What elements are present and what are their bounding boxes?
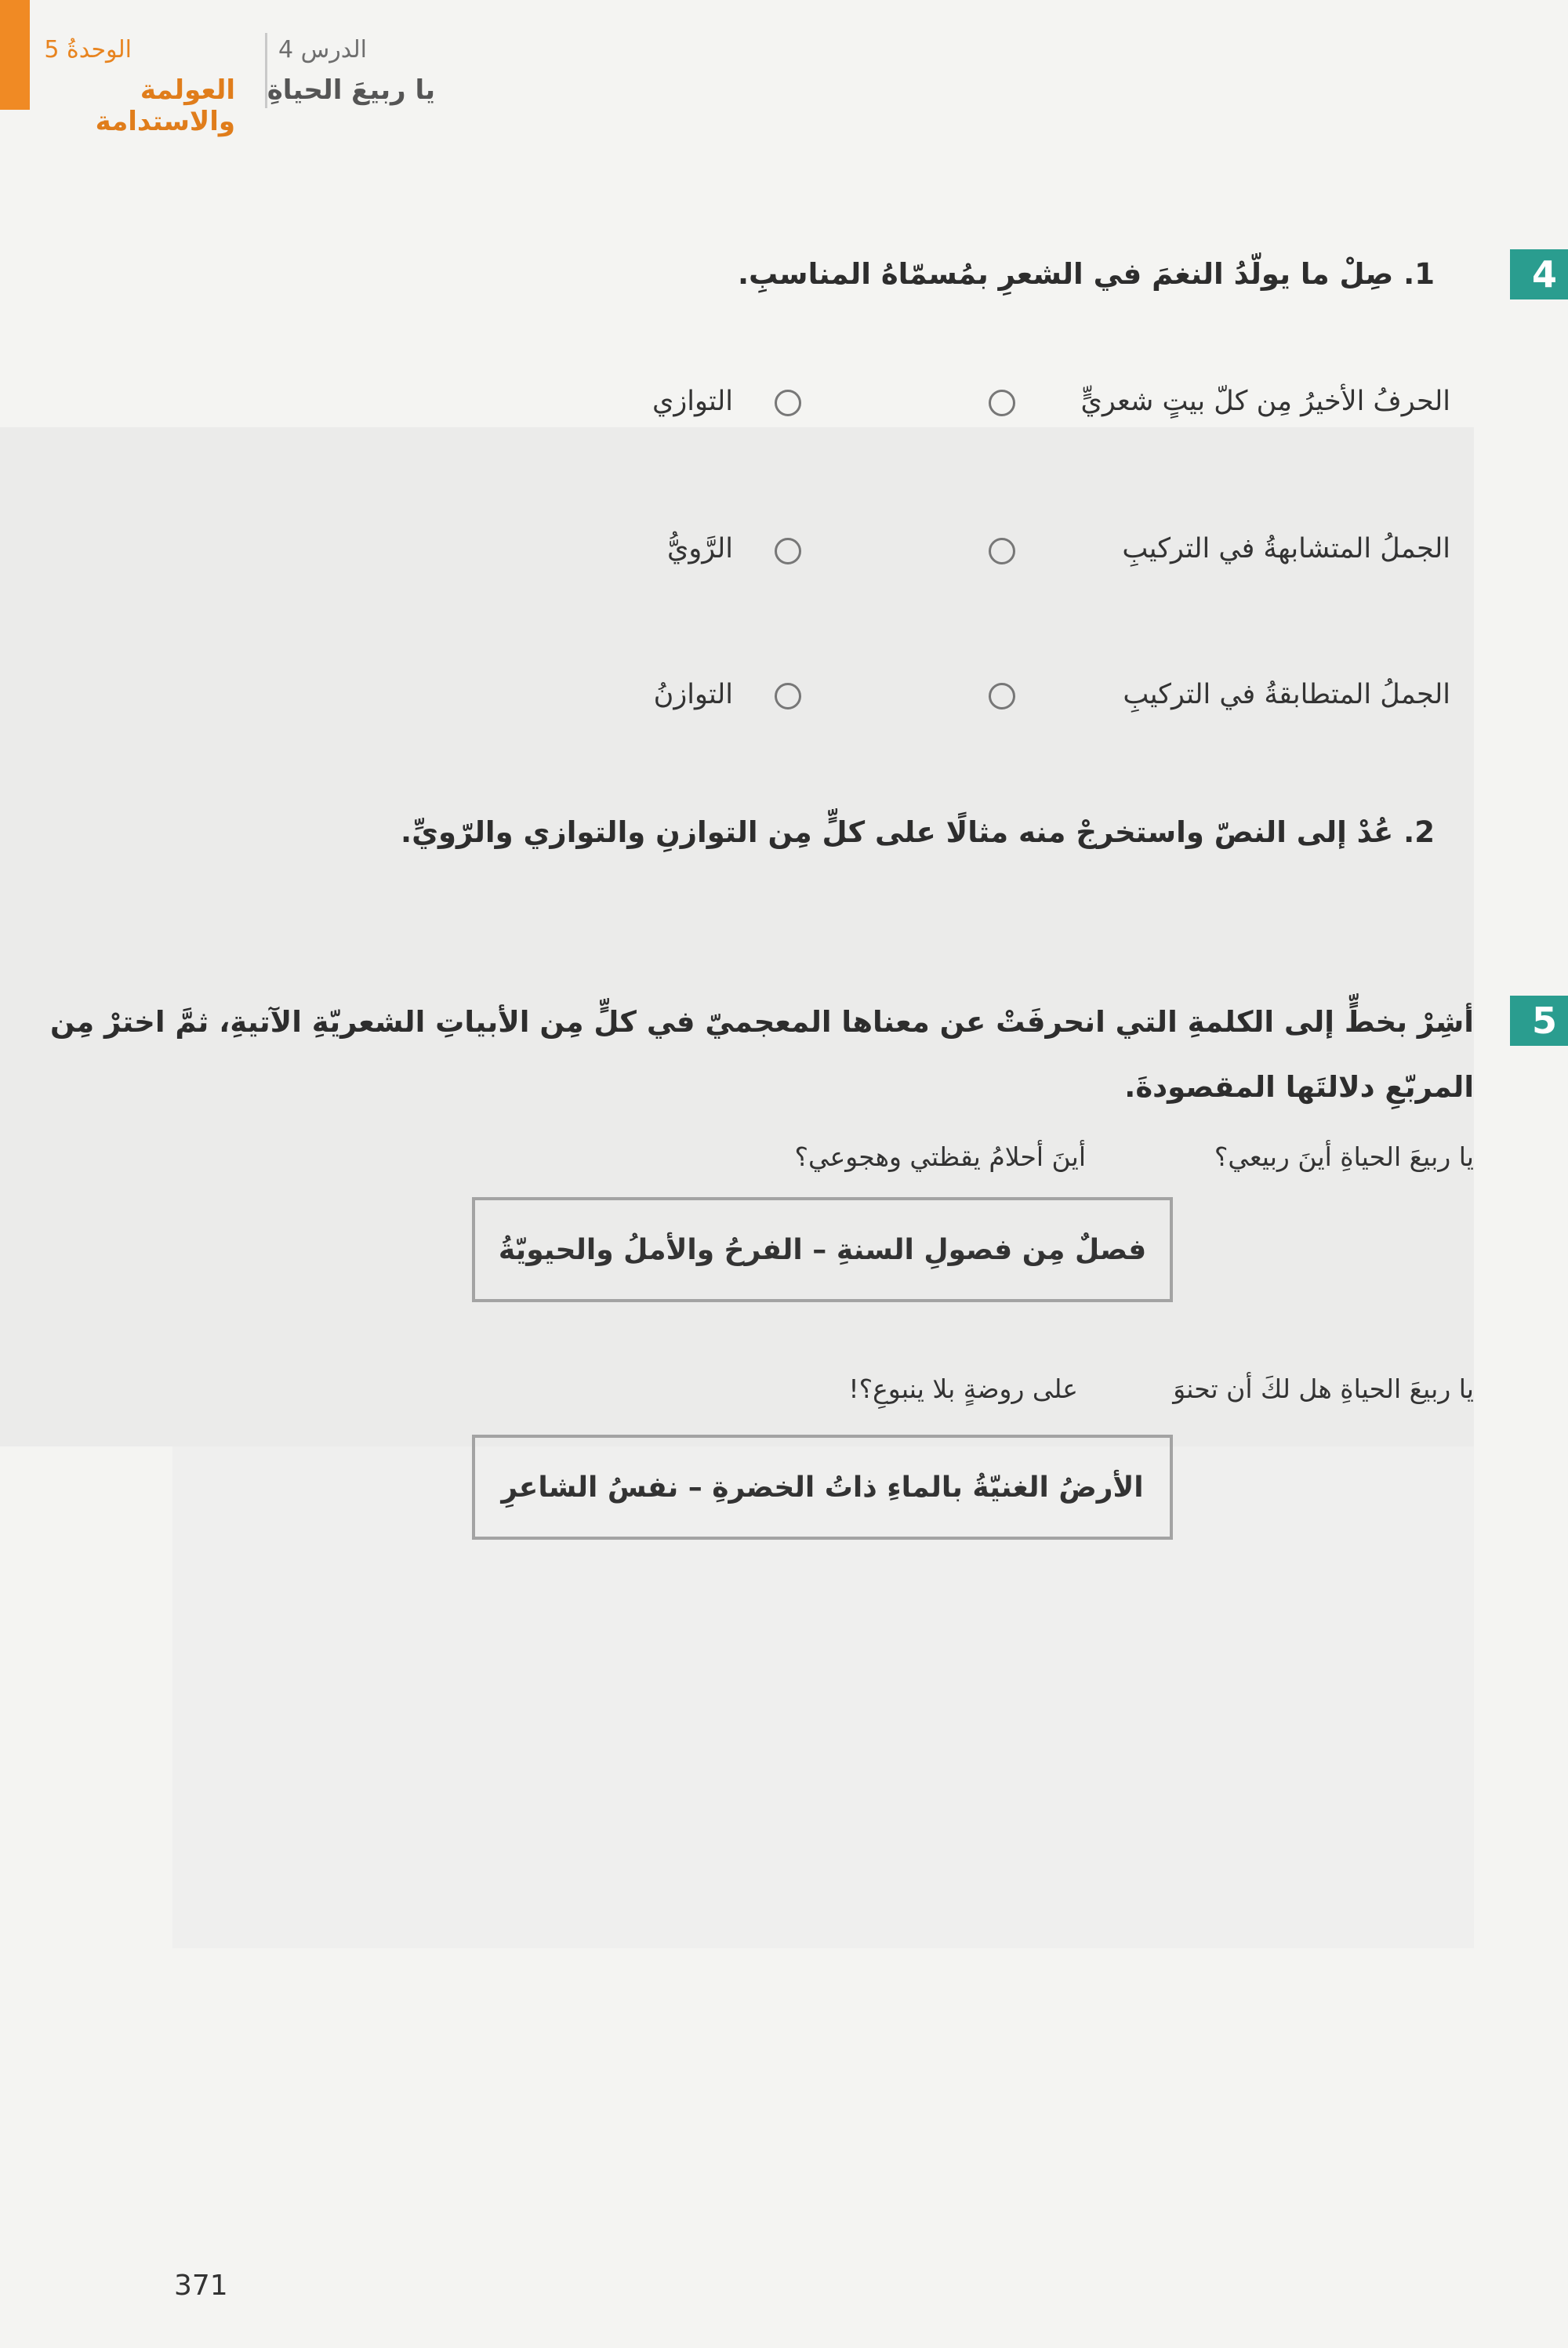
verse-2-second-hemistich: على روضةٍ بلا ينبوعِ؟! — [848, 1374, 1078, 1404]
activity-5-instruction-line2: المربّعِ دلالتَها المقصودةَ. — [1124, 1070, 1474, 1104]
match-dot-left-1[interactable] — [989, 390, 1015, 416]
match-item-left-3: الجملُ المتطابقةُ في التركيبِ — [1123, 679, 1450, 710]
unit-title: العولمة والاستدامة — [95, 74, 235, 137]
match-item-right-3: التوازنُ — [653, 679, 733, 710]
question-2-label: 2. عُدْ إلى النصّ واستخرجْ منه مثالًا على كلٍّ مِن التوازنِ والتوازي والرّويِّ. — [401, 815, 1435, 849]
verse-2-first-hemistich: يا ربيعَ الحياةِ هل لكَ أن تحنوَ — [1173, 1374, 1474, 1404]
lesson-number: الدرس 4 — [278, 36, 367, 64]
match-dot-right-3[interactable] — [775, 683, 801, 709]
activity-5-badge: 5 — [1510, 996, 1568, 1046]
unit-number: الوحدةُ 5 — [44, 36, 132, 64]
meaning-box-1-text: فصلٌ مِن فصولِ السنةِ – الفرحُ والأملُ والحيويّةُ — [498, 1233, 1147, 1266]
match-dot-right-2[interactable] — [775, 538, 801, 564]
match-item-left-1: الحرفُ الأخيرُ مِن كلّ بيتٍ شعريٍّ — [1080, 386, 1450, 417]
lesson-title: يا ربيعَ الحياةِ — [267, 74, 435, 106]
page-number: 371 — [174, 2270, 228, 2302]
match-dot-right-1[interactable] — [775, 390, 801, 416]
meaning-box-2-text: الأرضُ الغنيّةُ بالماءِ ذاتُ الخضرةِ – نفسُ الشاعرِ — [501, 1471, 1144, 1504]
verse-1-second-hemistich: أينَ أحلامُ يقظتي وهجوعي؟ — [794, 1141, 1086, 1172]
match-dot-left-2[interactable] — [989, 538, 1015, 564]
activity-5-instruction-line1: أشِرْ بخطٍّ إلى الكلمةِ التي انحرفَتْ عن معناها المعجميّ في كلٍّ مِن الأبياتِ الشعريّةِ الآتيةِ، ثمَّ اخترْ مِن — [49, 1005, 1474, 1039]
meaning-box-1 — [472, 1197, 1173, 1302]
match-item-left-2: الجملُ المتشابهةُ في التركيبِ — [1122, 533, 1450, 564]
meaning-box-2 — [472, 1435, 1173, 1540]
match-dot-left-3[interactable] — [989, 683, 1015, 709]
match-item-right-1: التوازي — [652, 386, 733, 417]
question-1-label: 1. صِلْ ما يولّدُ النغمَ في الشعرِ بمُسمّاهُ المناسبِ. — [737, 257, 1435, 291]
verse-1-first-hemistich: يا ربيعَ الحياةِ أينَ ربيعي؟ — [1214, 1141, 1474, 1172]
activity-4-badge: 4 — [1510, 249, 1568, 299]
match-item-right-2: الرَّويُّ — [667, 533, 733, 564]
